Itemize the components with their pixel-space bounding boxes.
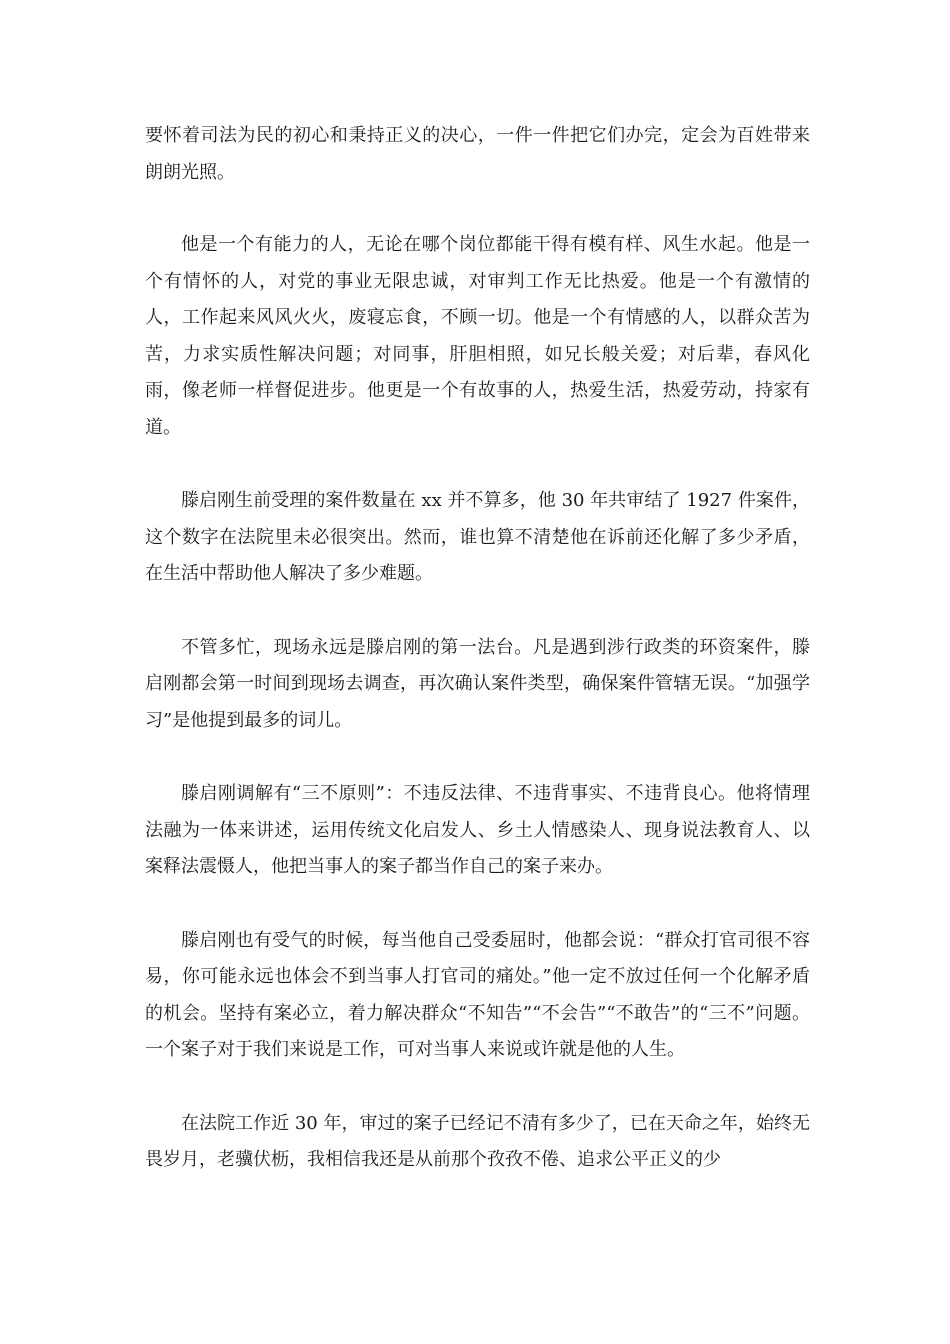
- paragraph-1: 要怀着司法为民的初心和秉持正义的决心，一件一件把它们办完，定会为百姓带来朗朗光照。: [145, 125, 810, 183]
- paragraph-2: 他是一个有能力的人，无论在哪个岗位都能干得有模有样、风生水起。他是一个有情怀的人，对党的事业无限忠诚，对审判工作无比热爱。他是一个有激情的人，工作起来风风火火，废寝忘食，不顾一切。他是一个有情感的人，以群众苦为苦，力求实质性解决问题；对同事，肝胆相照，如兄长般关爱；对后辈，春风化雨，像老师一样督促进步。他更是一个有故事的人，热爱生活，热爱劳动，持家有道。: [145, 234, 810, 438]
- document-body: [145, 118, 810, 1216]
- paragraph-3: 滕启刚生前受理的案件数量在 xx 并不算多，他 30 年共审结了 1927 件案件，这个数字在法院里未必很突出。然而，谁也算不清楚他在诉前还化解了多少矛盾，在生活中帮助他人解决了多少难题。: [145, 490, 810, 584]
- paragraph-7: 在法院工作近 30 年，审过的案子已经记不清有多少了，已在天命之年，始终无畏岁月，老骥伏枥，我相信我还是从前那个孜孜不倦、追求公平正义的少: [145, 1112, 810, 1170]
- paragraph-4: 不管多忙，现场永远是滕启刚的第一法台。凡是遇到涉行政类的环资案件，滕启刚都会第一时间到现场去调查，再次确认案件类型，确保案件管辖无误。“加强学习”是他提到最多的词儿。: [145, 636, 810, 731]
- paragraph-5: 滕启刚调解有“三不原则”：不违反法律、不违背事实、不违背良心。他将情理法融为一体来讲述，运用传统文化启发人、乡土人情感染人、现身说法教育人、以案释法震慑人，他把当事人的案子都当作自己的案子来办。: [145, 783, 810, 877]
- paragraph-6: 滕启刚也有受气的时候，每当他自己受委屈时，他都会说：“群众打官司很不容易，你可能永远也体会不到当事人打官司的痛处。”他一定不放过任何一个化解矛盾的机会。坚持有案必立，着力解决群众“不知告”“不会告”“不敢告”的“三不”问题。一个案子对于我们来说是工作，可对当事人来说或许就是他的人生。: [145, 929, 810, 1060]
